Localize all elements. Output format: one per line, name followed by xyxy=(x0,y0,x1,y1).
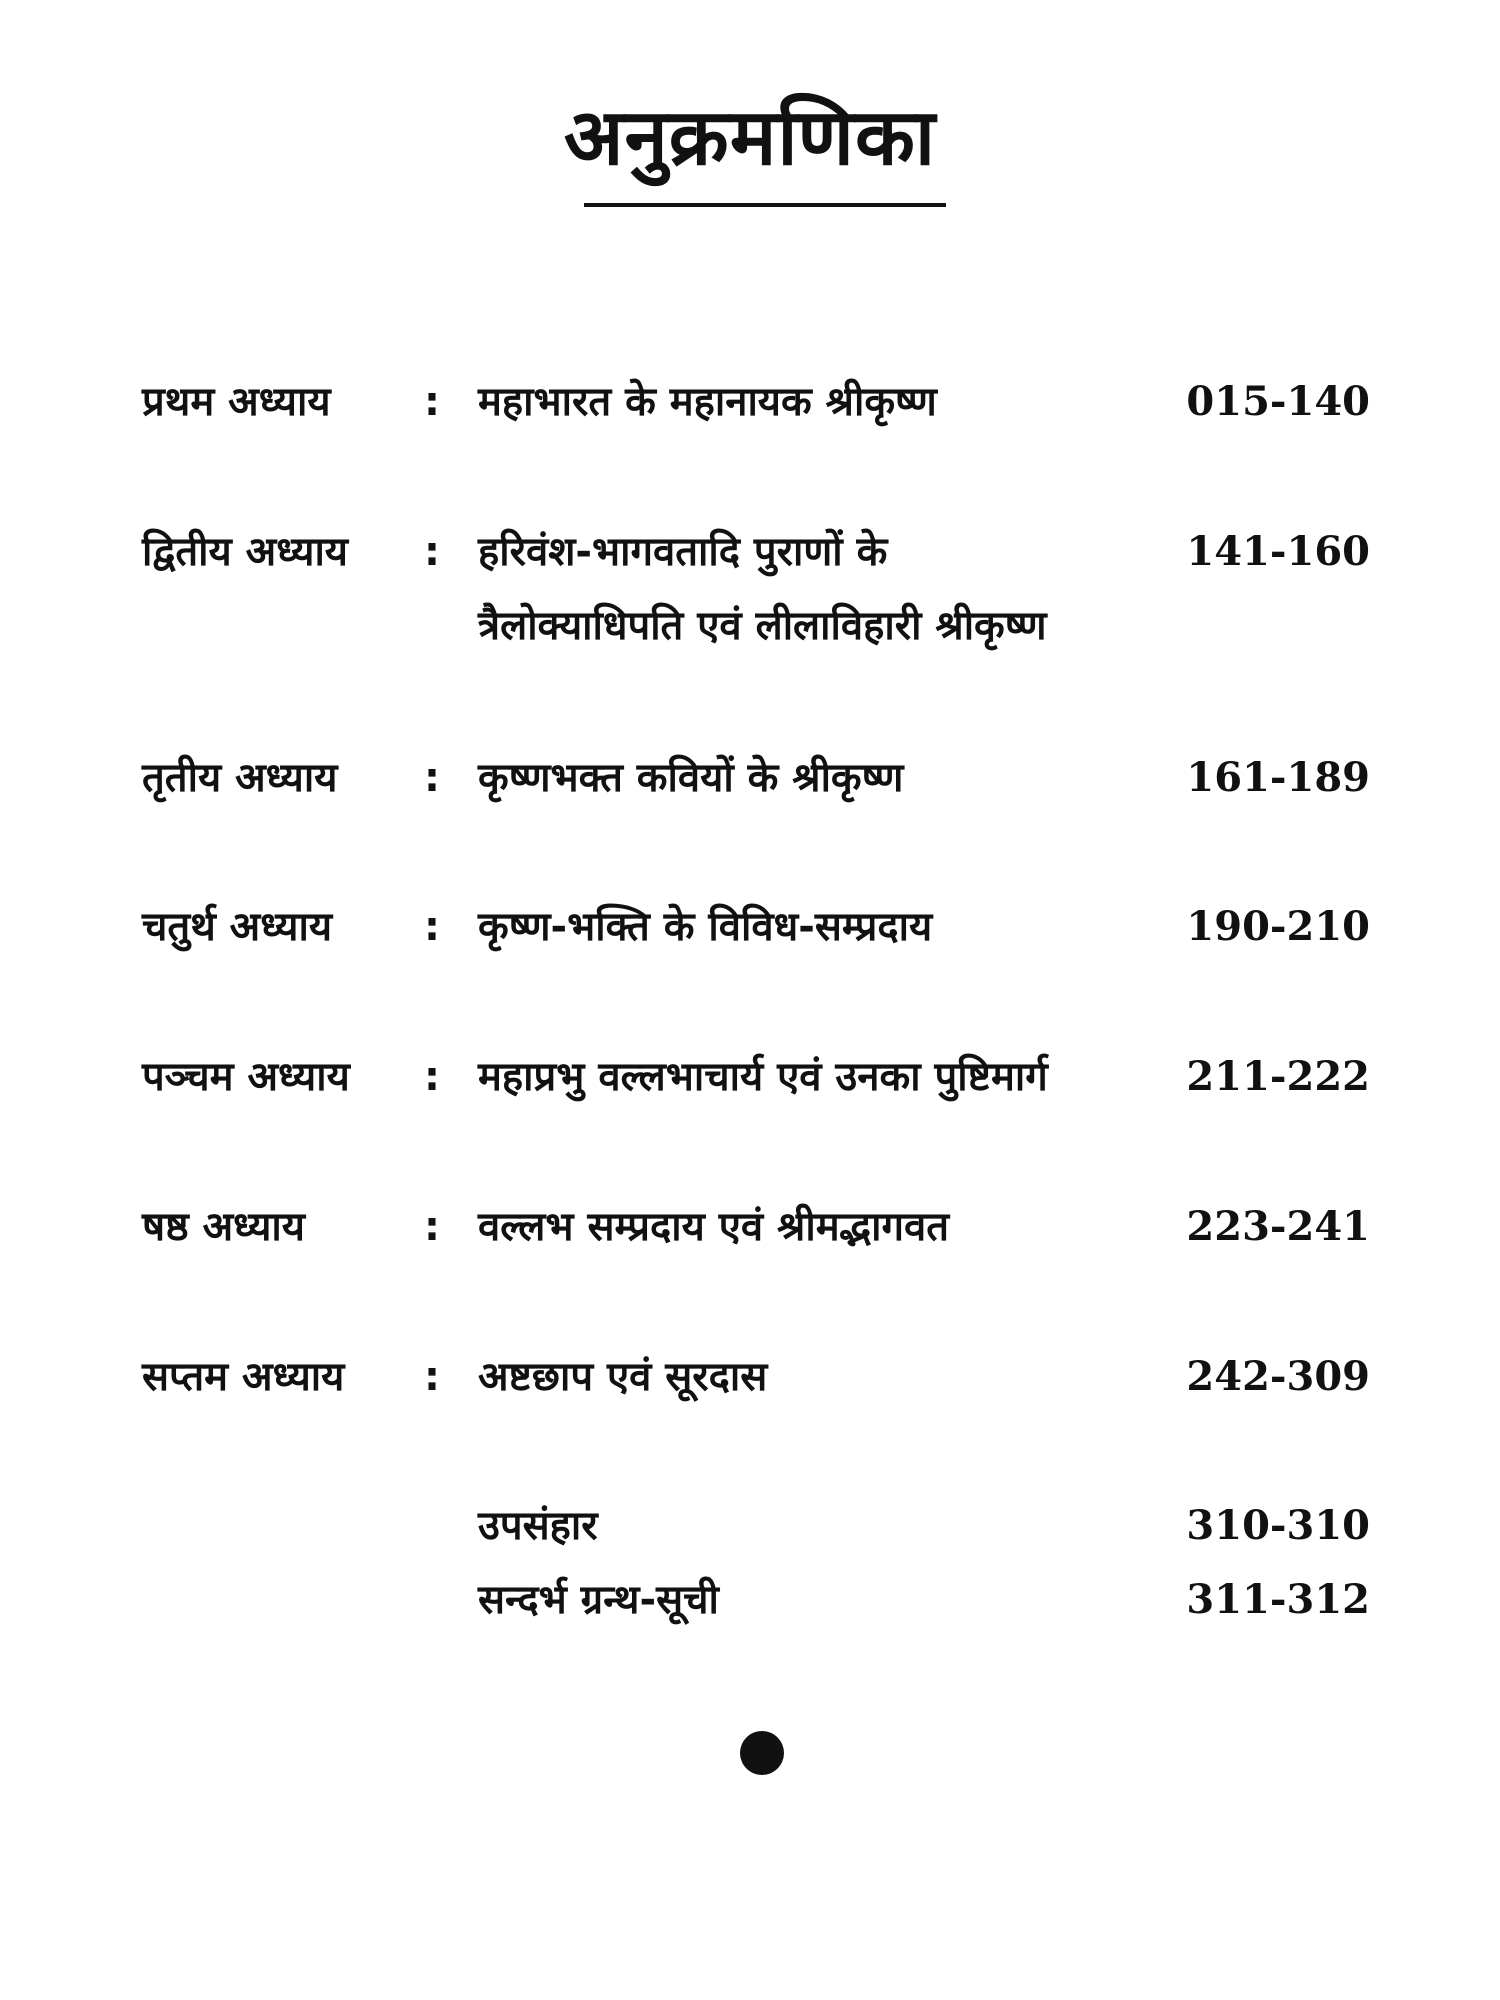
title-underline xyxy=(584,203,946,207)
chapter-label: पञ्चम अध्याय xyxy=(142,1054,350,1100)
page-range: 311-312 xyxy=(1186,1576,1370,1623)
chapter-label: द्वितीय अध्याय xyxy=(142,529,349,575)
chapter-label: प्रथम अध्याय xyxy=(142,379,331,425)
separator: : xyxy=(424,755,440,801)
page-range: 223-241 xyxy=(1186,1203,1370,1250)
separator: : xyxy=(424,904,440,950)
separator: : xyxy=(424,1354,440,1400)
page-range: 190-210 xyxy=(1186,903,1370,950)
chapter-label: सप्तम अध्याय xyxy=(142,1354,345,1400)
section-title: उपसंहार xyxy=(478,1503,598,1549)
chapter-title: कृष्ण-भक्ति के विविध-सम्प्रदाय xyxy=(478,904,933,950)
chapter-label: षष्ठ अध्याय xyxy=(142,1204,305,1250)
separator: : xyxy=(424,379,440,425)
page-range: 161-189 xyxy=(1186,754,1370,801)
chapter-title: वल्लभ सम्प्रदाय एवं श्रीमद्भागवत xyxy=(478,1204,950,1250)
chapter-title: महाभारत के महानायक श्रीकृष्ण xyxy=(478,379,937,425)
page-title: अनुक्रमणिका xyxy=(563,93,937,183)
chapter-title: कृष्णभक्त कवियों के श्रीकृष्ण xyxy=(478,755,904,801)
chapter-title-continued: त्रैलोक्याधिपति एवं लीलाविहारी श्रीकृष्ण xyxy=(478,603,1047,649)
chapter-title: महाप्रभु वल्लभाचार्य एवं उनका पुष्टिमार्ग xyxy=(478,1054,1048,1100)
section-title: सन्दर्भ ग्रन्थ-सूची xyxy=(478,1577,719,1623)
separator: : xyxy=(424,1204,440,1250)
chapter-label: तृतीय अध्याय xyxy=(142,755,338,801)
page-range: 141-160 xyxy=(1186,528,1370,575)
end-ornament-dot xyxy=(740,1731,784,1775)
chapter-label: चतुर्थ अध्याय xyxy=(142,904,333,950)
chapter-title: अष्टछाप एवं सूरदास xyxy=(478,1354,768,1400)
page-range: 242-309 xyxy=(1186,1353,1370,1400)
separator: : xyxy=(424,1054,440,1100)
chapter-title: हरिवंश-भागवतादि पुराणों के xyxy=(478,529,888,575)
separator: : xyxy=(424,529,440,575)
page-range: 310-310 xyxy=(1186,1502,1370,1549)
page-range: 211-222 xyxy=(1186,1053,1370,1100)
page-range: 015-140 xyxy=(1186,378,1370,425)
